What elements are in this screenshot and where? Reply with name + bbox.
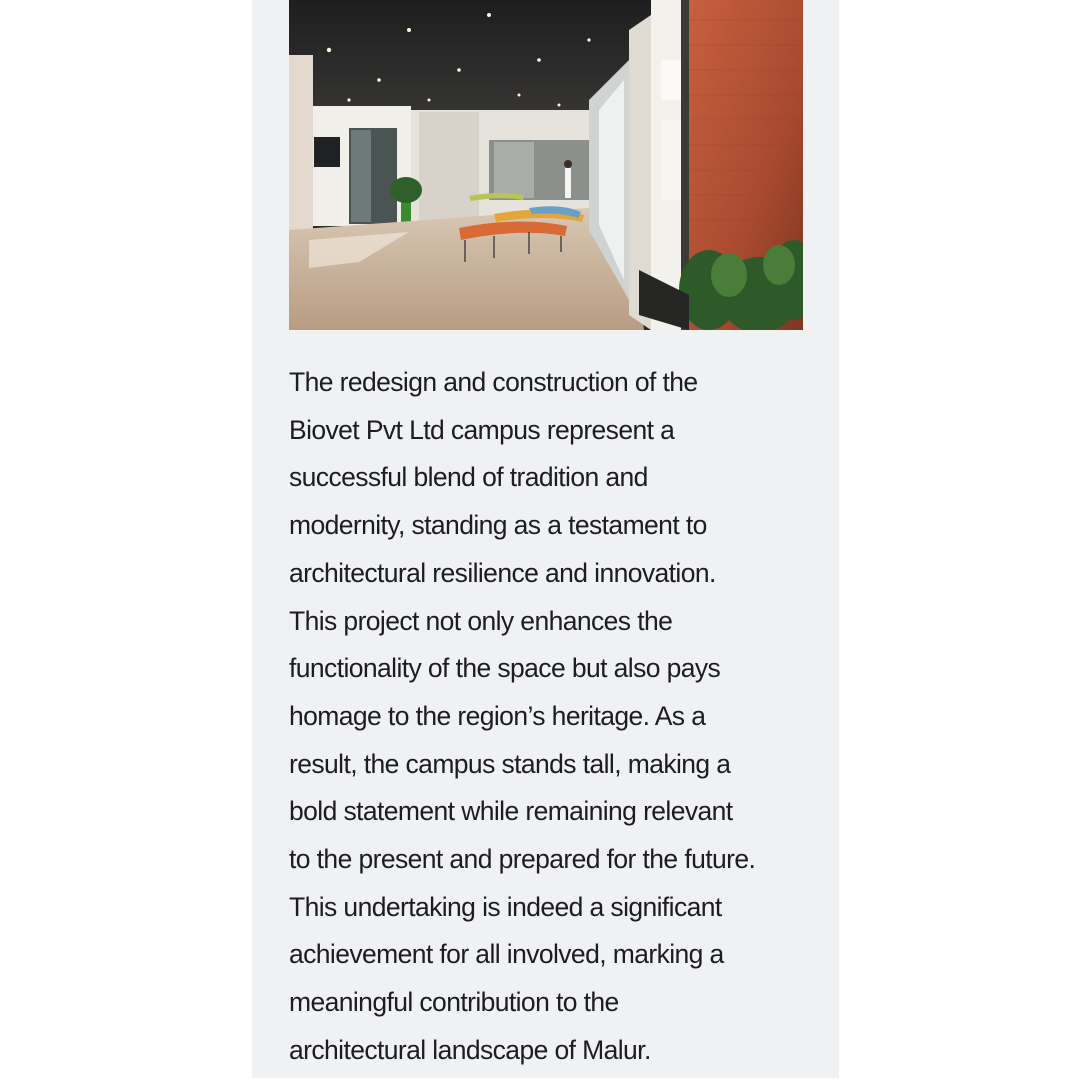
article-line: functionality of the space but also pays [289, 653, 721, 684]
article-line: meaningful contribution to the [289, 987, 619, 1018]
article-line: The redesign and construction of the [289, 367, 698, 397]
article-line: architectural landscape of Malur. [289, 1034, 651, 1065]
article-line: result, the campus stands tall, making a [289, 748, 731, 779]
article-line: modernity, standing as a testament to [289, 510, 707, 541]
article-line: This undertaking is indeed a significant [289, 891, 722, 922]
campus-interior-photo [289, 0, 803, 330]
article-paragraph [289, 359, 819, 1075]
article-line: architectural resilience and innovation. [289, 557, 716, 588]
article-line: Biovet Pvt Ltd campus represent a [289, 414, 675, 445]
article-line: successful blend of tradition and [289, 462, 648, 493]
article-card [252, 0, 839, 1078]
article-line: This project not only enhances the [289, 605, 673, 636]
article-line: achievement for all involved, marking a [289, 939, 724, 970]
article-line: bold statement while remaining relevant [289, 796, 733, 827]
article-line: to the present and prepared for the future. [289, 844, 756, 875]
campus-interior-illustration [289, 0, 803, 330]
article-line: homage to the region’s heritage. As a [289, 700, 706, 731]
